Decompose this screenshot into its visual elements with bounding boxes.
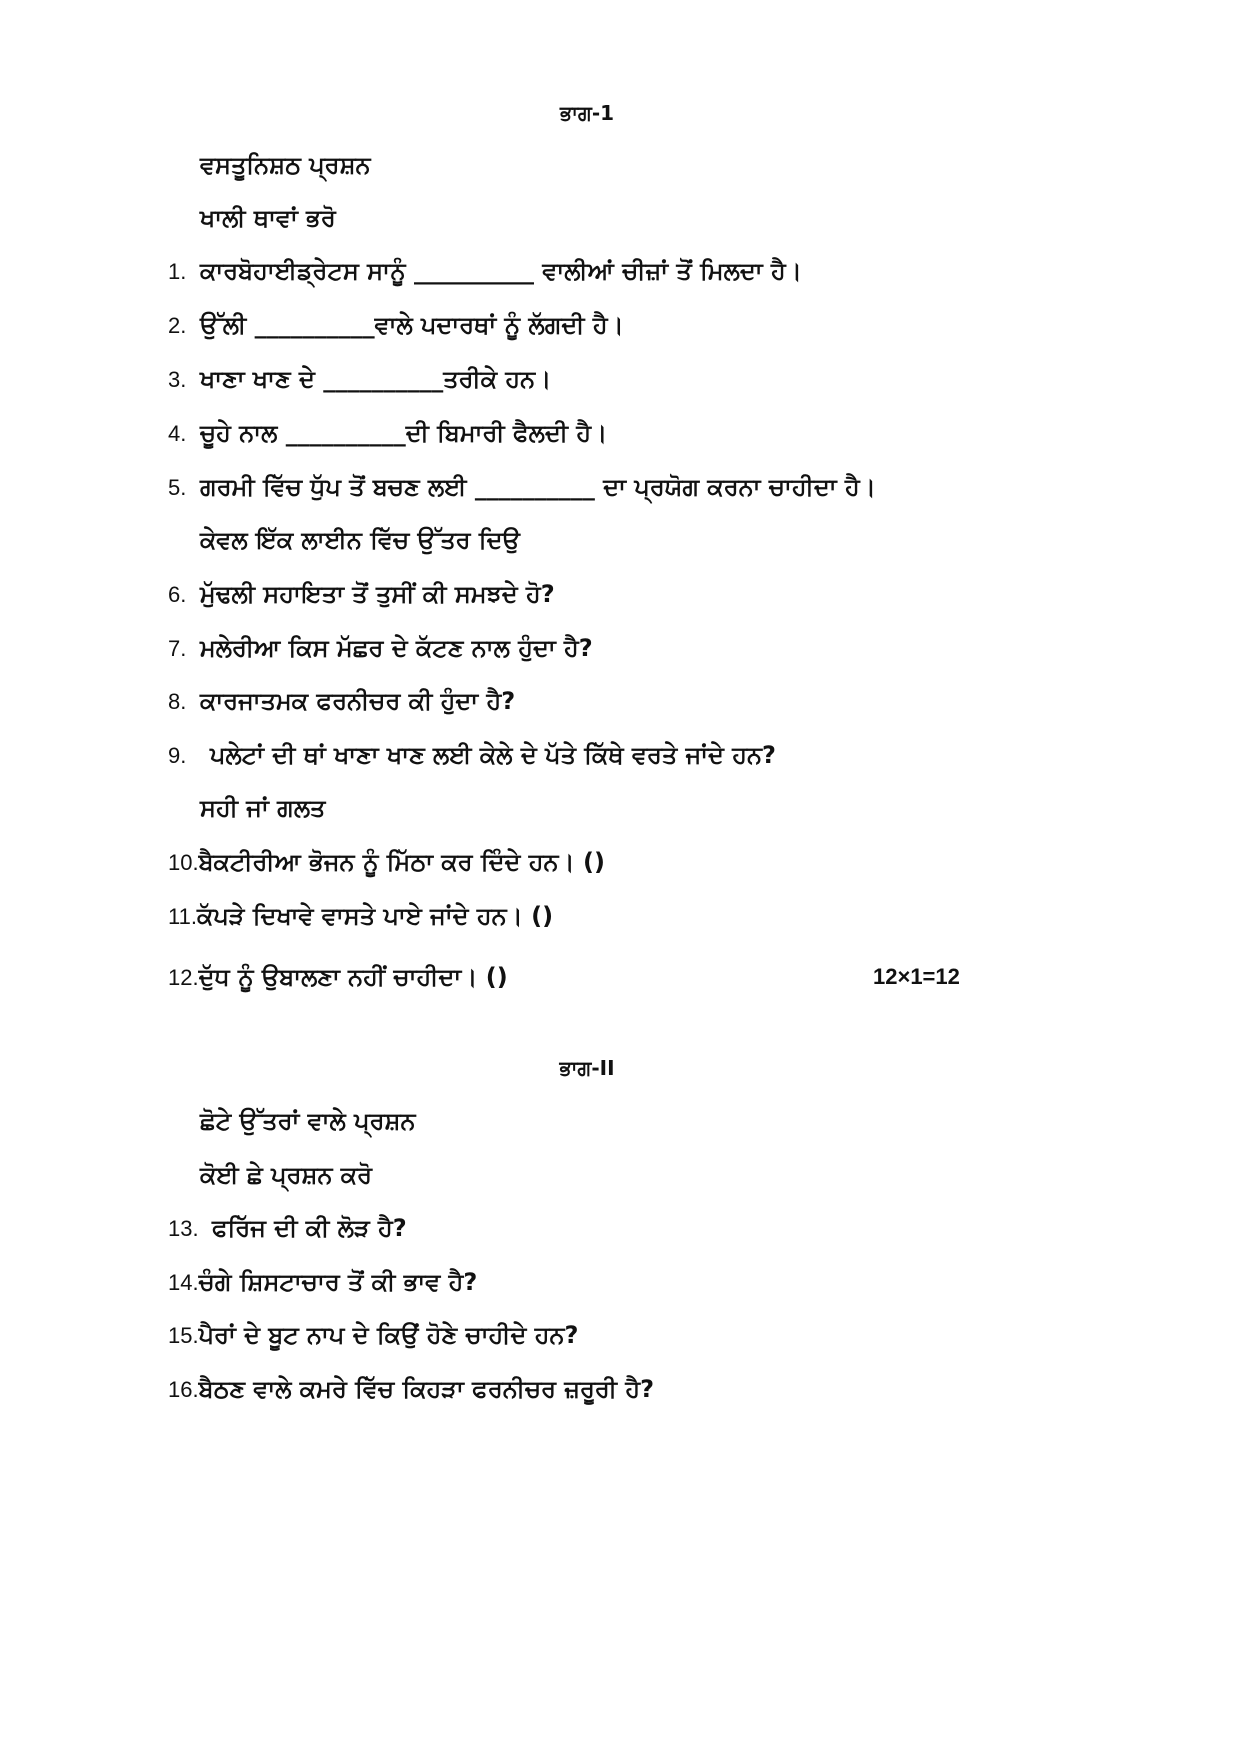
question-number: 7. [168, 636, 187, 661]
question-number: 6. [168, 582, 187, 607]
question-number: 9. [168, 743, 187, 768]
question-number: 2. [168, 313, 187, 338]
question-number: 14. [168, 1270, 199, 1295]
question-9 [168, 737, 776, 773]
question-number: 3. [168, 367, 187, 392]
question-text: ਕਾਰਬੋਹਾਈਡ੍ਰੇਟਸ ਸਾਨੂੰ __________ ਵਾਲੀਆਂ ਚੀਜ਼ਾਂ ਤੋਂ ਮਿਲਦਾ ਹੈ। [200, 257, 802, 285]
question-text: ਉੱਲੀ __________ਵਾਲੇ ਪਦਾਰਥਾਂ ਨੂੰ ਲੱਗਦੀ ਹੈ। [200, 311, 624, 339]
question-text: ਫਰਿੱਜ ਦੀ ਕੀ ਲੋੜ ਹੈ? [212, 1214, 407, 1242]
question-text: ਬੈਠਣ ਵਾਲੇ ਕਮਰੇ ਵਿੱਚ ਕਿਹੜਾ ਫਰਨੀਚਰ ਜ਼ਰੂਰੀ ਹੈ? [198, 1375, 655, 1403]
question-text: ਗਰਮੀ ਵਿੱਚ ਧੁੱਪ ਤੋਂ ਬਚਣ ਲਈ __________ ਦਾ ਪ੍ਰਯੋਗ ਕਰਨਾ ਚਾਹੀਦਾ ਹੈ। [200, 473, 876, 501]
part1-title: ਵਸਤੂਨਿਸ਼ਠ ਪ੍ਰਸ਼ਨ [200, 151, 371, 179]
question-text: ਕੱਪੜੇ ਦਿਖਾਵੇ ਵਾਸਤੇ ਪਾਏ ਜਾਂਦੇ ਹਨ। () [196, 902, 554, 930]
question-10 [168, 844, 605, 880]
question-7 [168, 630, 593, 666]
question-16 [168, 1371, 654, 1407]
question-1 [168, 253, 802, 289]
one-line-instruction: ਕੇਵਲ ਇੱਕ ਲਾਈਨ ਵਿੱਚ ਉੱਤਰ ਦਿਉ [200, 526, 520, 554]
question-5 [168, 469, 876, 505]
question-2 [168, 307, 624, 343]
part2-instruction: ਕੋਈ ਛੇ ਪ੍ਰਸ਼ਨ ਕਰੋ [200, 1161, 373, 1189]
question-3 [168, 361, 551, 397]
question-4 [168, 415, 607, 451]
question-text: ਮਲੇਰੀਆ ਕਿਸ ਮੱਛਰ ਦੇ ਕੱਟਣ ਨਾਲ ਹੁੰਦਾ ਹੈ? [200, 634, 593, 662]
question-number: 4. [168, 421, 187, 446]
question-text: ਪਲੇਟਾਂ ਦੀ ਥਾਂ ਖਾਣਾ ਖਾਣ ਲਈ ਕੇਲੇ ਦੇ ਪੱਤੇ ਕਿੱਥੇ ਵਰਤੇ ਜਾਂਦੇ ਹਨ? [210, 741, 776, 769]
true-false-instruction: ਸਹੀ ਜਾਂ ਗਲਤ [200, 794, 326, 822]
part2-heading: ਭਾਗ-II [559, 1056, 615, 1080]
question-text: ਚੂਹੇ ਨਾਲ __________ਦੀ ਬਿਮਾਰੀ ਫੈਲਦੀ ਹੈ। [200, 419, 608, 447]
question-15 [168, 1317, 578, 1353]
question-number: 10. [168, 850, 199, 875]
question-number: 5. [168, 475, 187, 500]
fill-blanks-instruction: ਖਾਲੀ ਥਾਵਾਂ ਭਰੋ [200, 204, 336, 232]
question-11 [168, 898, 553, 934]
question-text: ਖਾਣਾ ਖਾਣ ਦੇ __________ਤਰੀਕੇ ਹਨ। [200, 365, 552, 393]
question-number: 1. [168, 259, 187, 284]
question-text: ਦੁੱਧ ਨੂੰ ਉਬਾਲਣਾ ਨਹੀਂ ਚਾਹੀਦਾ। () [198, 963, 508, 991]
part2-title: ਛੋਟੇ ਉੱਤਰਾਂ ਵਾਲੇ ਪ੍ਰਸ਼ਨ [200, 1107, 416, 1135]
question-text: ਮੁੱਢਲੀ ਸਹਾਇਤਾ ਤੋਂ ਤੁਸੀਂ ਕੀ ਸਮਝਦੇ ਹੋ? [200, 580, 555, 608]
part1-heading: ਭਾਗ-1 [559, 101, 615, 125]
question-8 [168, 683, 515, 719]
part1-marks: 12×1=12 [873, 964, 960, 989]
question-number: 16. [168, 1377, 199, 1402]
question-14 [168, 1264, 477, 1300]
question-text: ਚੰਗੇ ਸ਼ਿਸਟਾਚਾਰ ਤੋਂ ਕੀ ਭਾਵ ਹੈ? [198, 1268, 478, 1296]
question-text: ਪੈਰਾਂ ਦੇ ਬੂਟ ਨਾਪ ਦੇ ਕਿਉਂ ਹੋਣੇ ਚਾਹੀਦੇ ਹਨ? [198, 1321, 579, 1349]
question-number: 8. [168, 689, 187, 714]
question-text: ਕਾਰਜਾਤਮਕ ਫਰਨੀਚਰ ਕੀ ਹੁੰਦਾ ਹੈ? [200, 687, 516, 715]
question-number: 12. [168, 965, 199, 990]
question-number: 15. [168, 1323, 199, 1348]
question-12 [168, 959, 508, 995]
question-13 [168, 1210, 407, 1246]
question-number: 11. [168, 904, 197, 929]
question-6 [168, 576, 555, 612]
question-text: ਬੈਕਟੀਰੀਆ ਭੋਜਨ ਨੂੰ ਮਿੱਠਾ ਕਰ ਦਿੰਦੇ ਹਨ। () [198, 848, 605, 876]
question-number: 13. [168, 1216, 199, 1241]
